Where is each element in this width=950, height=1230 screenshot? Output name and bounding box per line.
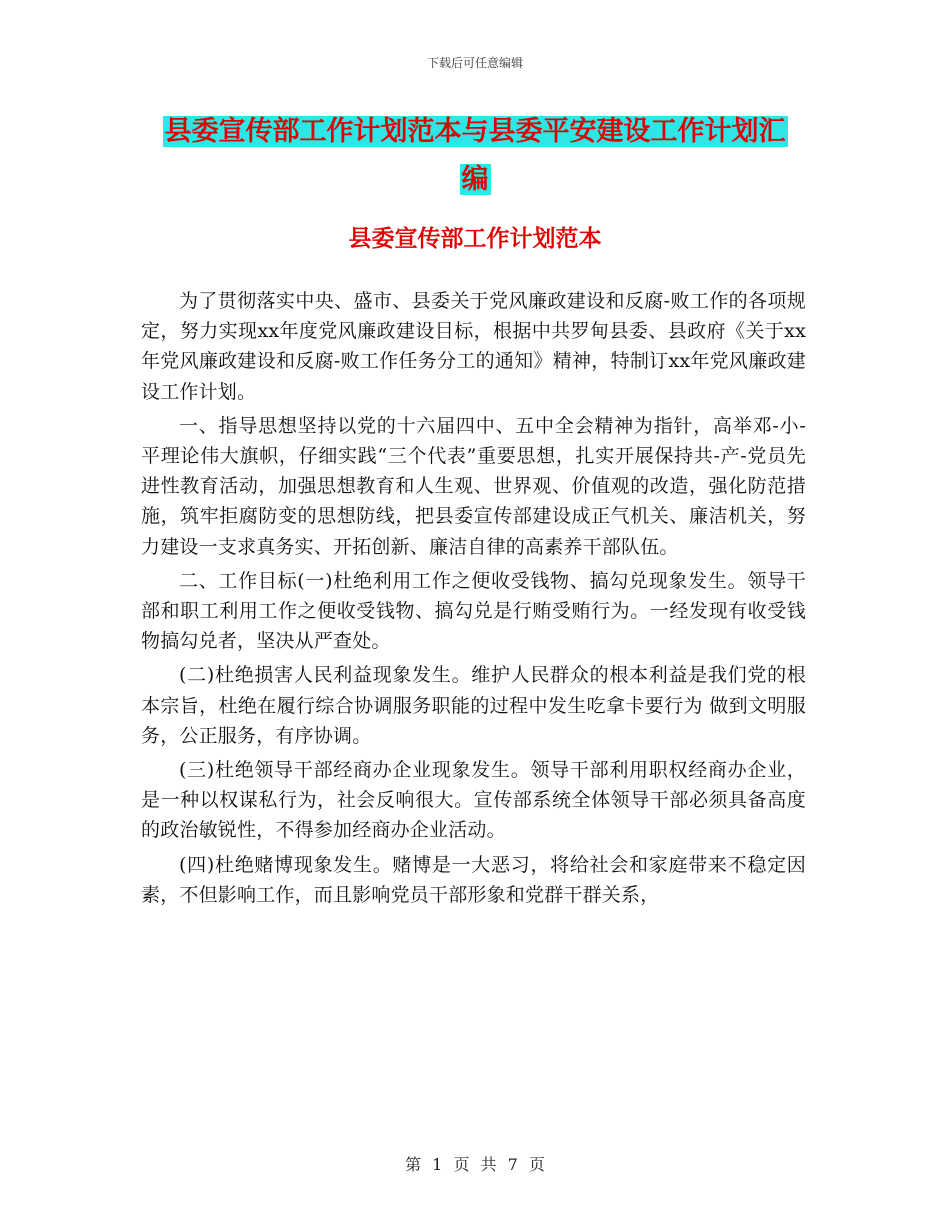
body-text — [141, 286, 806, 914]
section-title: 县委宣传部工作计划范本 — [348, 226, 602, 252]
paragraph: 为了贯彻落实中央、盛市、县委关于党风廉政建设和反腐-败工作的各项规定，努力实现xx年度党风廉政建设目标，根据中共罗甸县委、县政府《关于xx年党风廉政建设和反腐-败工作任务分工的通知》精神，特制订xx年党风廉政建设工作计划。 — [141, 290, 806, 403]
document-title-line-1: 县委宣传部工作计划范本与县委平安建设工作计划汇 — [164, 116, 786, 147]
page-footer: 第 1 页 共 7 页 — [405, 1155, 545, 1174]
paragraph: (四)杜绝赌博现象发生。赌博是一大恶习，将给社会和家庭带来不稳定因素，不但影响工作，而且影响党员干部形象和党群干群关系， — [141, 853, 806, 906]
header-note: 下载后可任意编辑 — [426, 56, 523, 70]
paragraph: 二、工作目标(一)杜绝利用工作之便收受钱物、搞勾兑现象发生。领导干部和职工利用工作之便收受钱物、搞勾兑是行贿受贿行为。一经发现有收受钱物搞勾兑者，坚决从严查处。 — [141, 569, 806, 653]
document-title — [150, 108, 800, 204]
paragraph: (二)杜绝损害人民利益现象发生。维护人民群众的根本利益是我们党的根本宗旨，杜绝在履行综合协调服务职能的过程中发生吃拿卡要行为 做到文明服务，公正服务，有序协调。 — [141, 664, 806, 747]
paragraph: 一、指导思想坚持以党的十六届四中、五中全会精神为指针，高举邓-小-平理论伟大旗帜，仔细实践“三个代表”重要思想，扎实开展保持共-产-党员先进性教育活动，加强思想教育和人生观、世界观、价值观的改造，强化防范措施，筑牢拒腐防变的思想防线，把县委宣传部建设成正气机关、廉洁机关，努力建设一支求真务实、开拓创新、廉洁自律的高素养干部队伍。 — [141, 414, 806, 558]
document-title-line-2: 编 — [461, 164, 489, 195]
paragraph: (三)杜绝领导干部经商办企业现象发生。领导干部利用职权经商办企业，是一种以权谋私行为，社会反响很大。宣传部系统全体领导干部必须具备高度的政治敏锐性，不得参加经商办企业活动。 — [141, 759, 806, 842]
